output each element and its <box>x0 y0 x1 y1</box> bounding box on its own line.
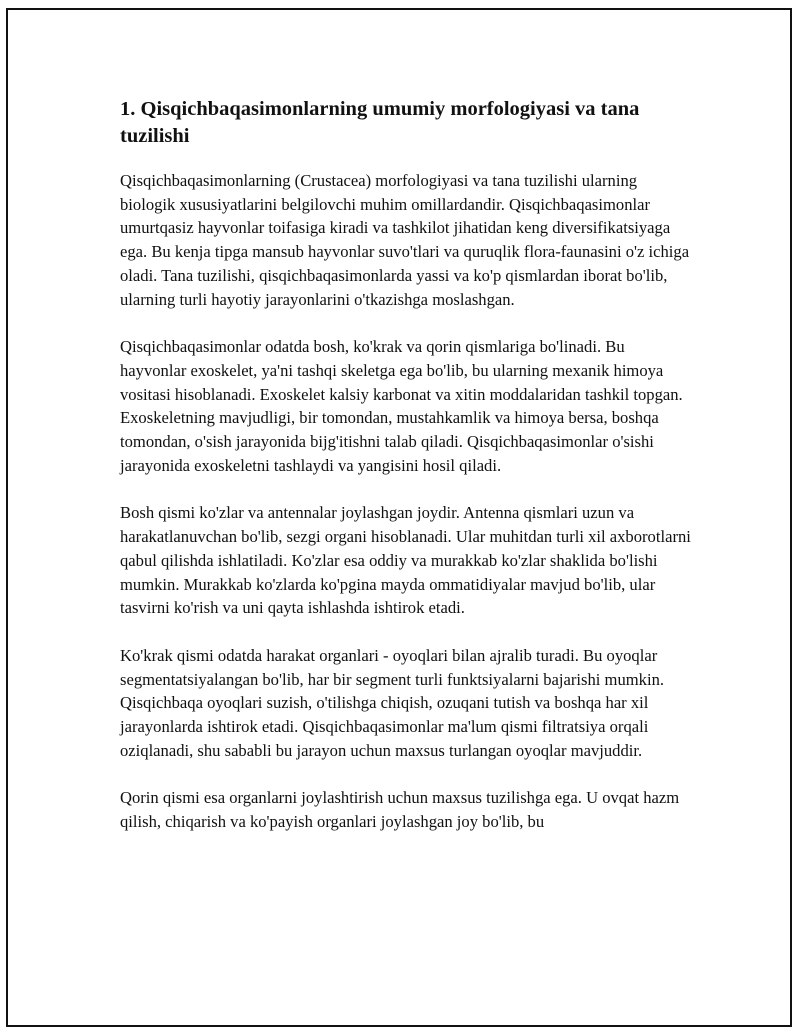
paragraph-3: Bosh qismi ko'zlar va antennalar joylashgan joydir. Antenna qismlari uzun va harakatlanuvchan bo'lib, sezgi organi hisoblanadi. Ular muhitdan turli xil axborotlarni qabul qilishda ishlatiladi. Ko'zlar esa oddiy va murakkab ko'zlar shaklida bo'lishi mumkin. Murakkab ko'zlarda ko'pgina mayda ommatidiyalar mavjud bo'lib, ular tasvirni ko'rish va uni qayta ishlashda ishtirok etadi. <box>120 503 691 618</box>
paragraph-4: Ko'krak qismi odatda harakat organlari - oyoqlari bilan ajralib turadi. Bu oyoqlar segmentatsiyalangan bo'lib, har bir segment turli funktsiyalarni bajarishi mumkin. Qisqichbaqa oyoqlari suzish, o'tilishga chiqish, ozuqani tutish va boshqa har xil jarayonlarda ishtirok etadi. Qisqichbaqasimonlar ma'lum qismi filtratsiya orqali oziqlanadi, shu sababli bu jarayon uchun maxsus turlangan oyoqlar mavjuddir. <box>120 645 665 760</box>
paragraph-1: Qisqichbaqasimonlarning (Crustacea) morfologiyasi va tana tuzilishi ularning biologik xususiyatlarini belgilovchi muhim omillardandir. Qisqichbaqasimonlar umurtqasiz hayvonlar toifasiga kiradi va tashkilot jihatidan keng diversifikatsiyaga ega. Bu kenja tipga mansub hayvonlar suvo'tlari va quruqlik flora-faunasini o'z ichiga oladi. Tana tuzilishi, qisqichbaqasimonlarda yassi va ko'p qismlardan iborat bo'lib, ularning turli hayotiy jarayonlarini o'tkazishga moslashgan. <box>120 171 690 309</box>
page-frame <box>6 8 792 1027</box>
paragraph-5: Qorin qismi esa organlarni joylashtirish uchun maxsus tuzilishga ega. U ovqat hazm qilish, chiqarish va ko'payish organlari joylashgan joy bo'lib, bu <box>120 788 680 832</box>
section-heading: 1. Qisqichbaqasimonlarning umumiy morfologiyasi va tana tuzilishi <box>120 98 640 147</box>
document-body <box>120 96 694 858</box>
paragraph-2: Qisqichbaqasimonlar odatda bosh, ko'krak va qorin qismlariga bo'linadi. Bu hayvonlar exoskelet, ya'ni tashqi skeletga ega bo'lib, bu ularning mexanik himoya vositasi hisoblanadi. Exoskelet kalsiy karbonat va xitin moddalaridan tashkil topgan. Exoskeletning mavjudligi, bir tomondan, mustahkamlik va himoya bersa, boshqa tomondan, o'sish jarayonida bijg'itishni talab qiladi. Qisqichbaqasimonlar o'sishi jarayonida exoskeletni tashlaydi va yangisini hosil qiladi. <box>120 337 683 475</box>
